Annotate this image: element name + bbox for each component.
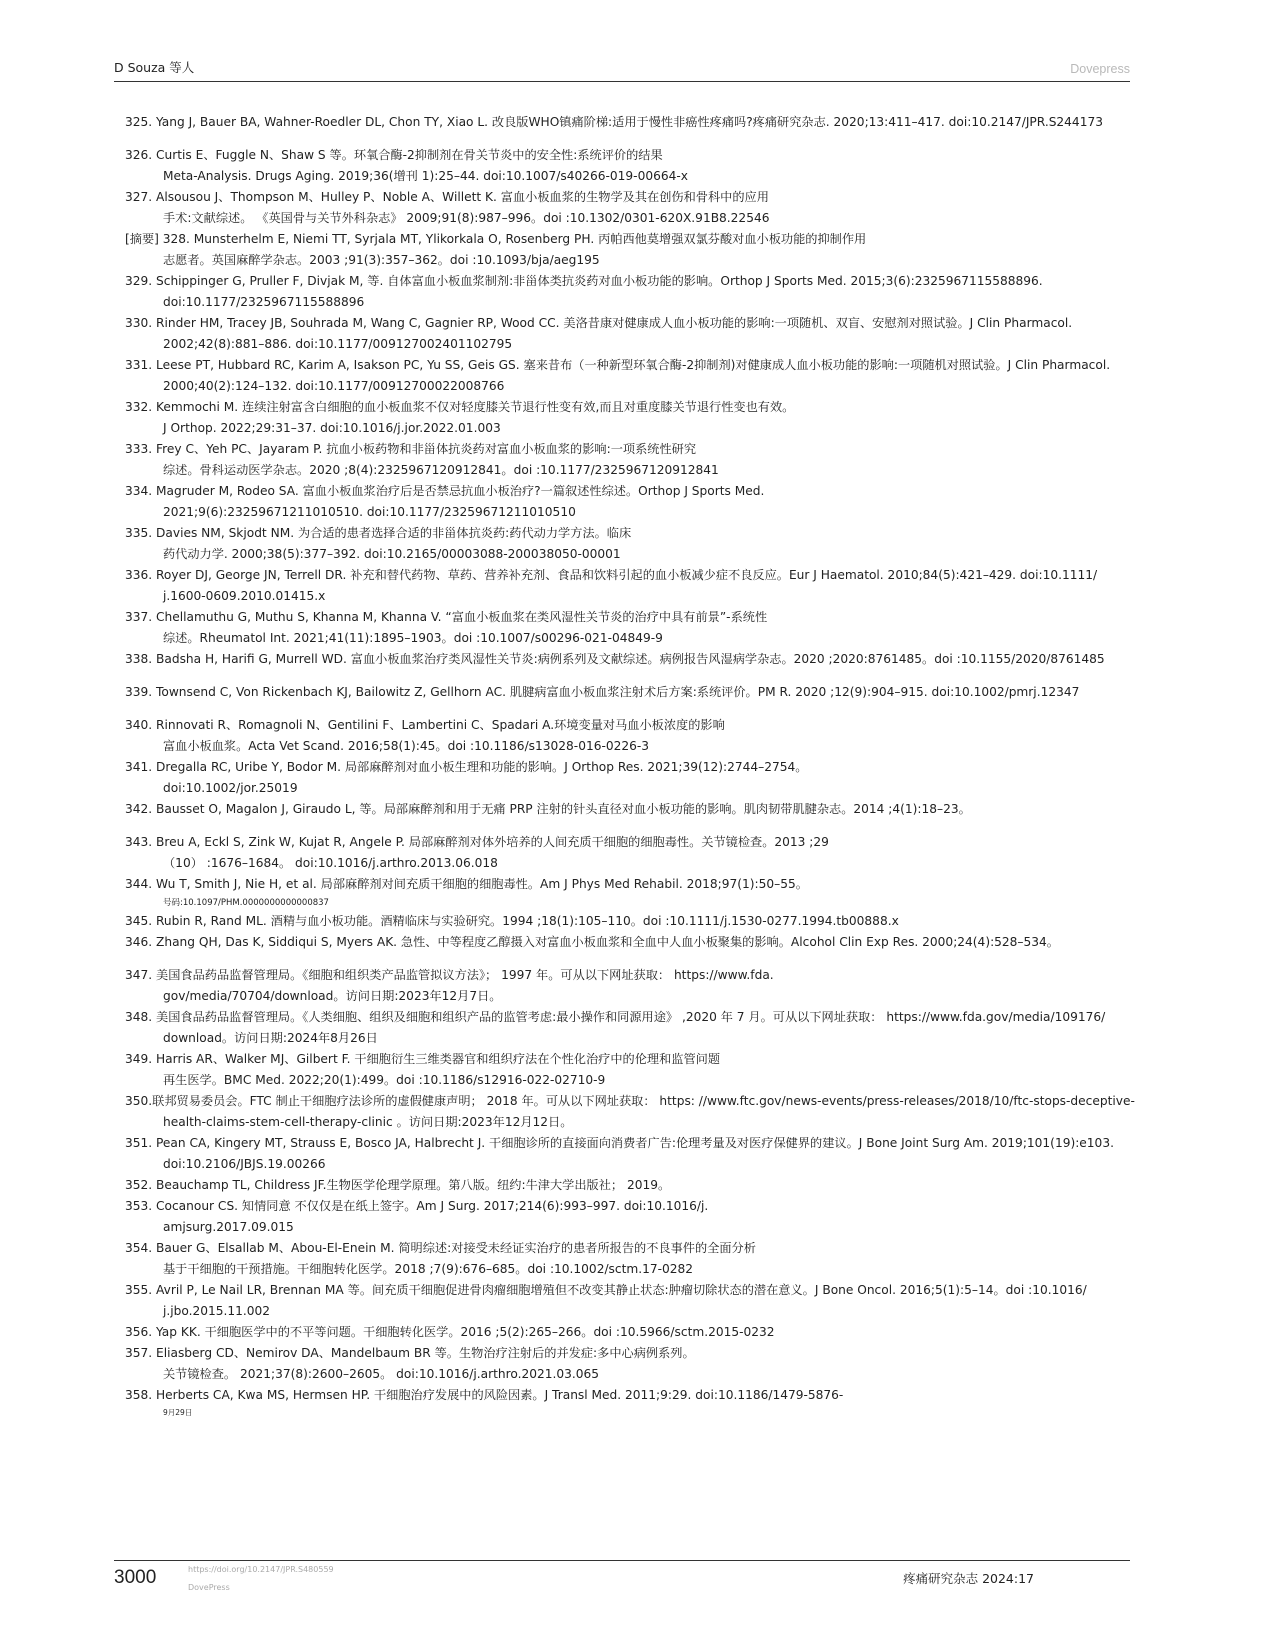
reference-continuation: doi:10.1177/2325967115588896: [163, 295, 365, 309]
reference-continuation: 富血小板血浆。Acta Vet Scand. 2016;58(1):45。doi :10.1186/s13028-016-0226-3: [163, 739, 650, 753]
reference-item: [125, 1280, 1135, 1322]
reference-item: [125, 874, 1135, 911]
reference-continuation: J Orthop. 2022;29:31–37. doi:10.1016/j.jor.2022.01.003: [163, 421, 501, 435]
page-number: 3000: [114, 1567, 157, 1588]
reference-gap: [125, 820, 1135, 832]
reference-continuation: amjsurg.2017.09.015: [163, 1220, 294, 1234]
reference-item: [125, 1385, 1135, 1420]
reference-text: 335. Davies NM, Skjodt NM. 为合适的患者选择合适的非甾体抗炎药:药代动力学方法。临床: [125, 526, 632, 540]
reference-item: [125, 1175, 1135, 1196]
reference-gap: [125, 703, 1135, 715]
reference-item: [125, 439, 1135, 481]
reference-item: [125, 355, 1135, 397]
reference-item: [125, 1049, 1135, 1091]
reference-item: [125, 682, 1135, 703]
reference-item: [125, 932, 1135, 953]
reference-text: 353. Cocanour CS. 知情同意 不仅仅是在纸上签字。Am J Surg. 2017;214(6):993–997. doi:10.1016/j.: [125, 1199, 709, 1213]
reference-text: 342. Bausset O, Magalon J, Giraudo L, 等。局部麻醉剂和用于无痛 PRP 注射的针头直径对血小板功能的影响。肌肉韧带肌腱杂志。2014 ;4(1):18–23。: [125, 802, 971, 816]
reference-item: [125, 649, 1135, 670]
reference-text: 330. Rinder HM, Tracey JB, Souhrada M, Wang C, Gagnier RP, Wood CC. 美洛昔康对健康成人血小板功能的影响:一项随机、双盲、安慰剂对照试验。J Clin Pharmacol.: [125, 316, 1073, 330]
reference-text: 357. Eliasberg CD、Nemirov DA、Mandelbaum BR 等。生物治疗注射后的并发症:多中心病例系列。: [125, 1346, 695, 1360]
reference-list: [125, 112, 1135, 1420]
reference-item: [125, 271, 1135, 313]
reference-continuation: 2021;9(6):23259671211010510. doi:10.1177/23259671211010510: [163, 505, 576, 519]
reference-item: [125, 832, 1135, 874]
reference-item: [125, 715, 1135, 757]
reference-item: [125, 911, 1135, 932]
reference-text: 344. Wu T, Smith J, Nie H, et al. 局部麻醉剂对间充质干细胞的细胞毒性。Am J Phys Med Rehabil. 2018;97(1):50–55。: [125, 877, 808, 891]
footer-doi[interactable]: https://doi.org/10.2147/JPR.S480559: [188, 1565, 334, 1574]
reference-item: [125, 1007, 1135, 1049]
reference-continuation: 2000;40(2):124–132. doi:10.1177/00912700022008766: [163, 379, 505, 393]
reference-continuation: 基于干细胞的干预措施。干细胞转化医学。2018 ;7(9):676–685。doi :10.1002/sctm.17-0282: [163, 1262, 694, 1276]
reference-gap: [125, 133, 1135, 145]
reference-item: [125, 481, 1135, 523]
reference-text: 325. Yang J, Bauer BA, Wahner-Roedler DL, Chon TY, Xiao L. 改良版WHO镇痛阶梯:适用于慢性非癌性疼痛吗?疼痛研究杂志. 2020;13:411–417. doi:10.2147/JPR.S244173: [125, 115, 1103, 129]
reference-text: 340. Rinnovati R、Romagnoli N、Gentilini F、Lambertini C、Spadari A.环境变量对马血小板浓度的影响: [125, 718, 725, 732]
reference-text: 332. Kemmochi M. 连续注射富含白细胞的血小板血浆不仅对轻度膝关节退行性变有效,而且对重度膝关节退行性变也有效。: [125, 400, 795, 414]
reference-continuation: gov/media/70704/download。访问日期:2023年12月7日。: [163, 989, 502, 1003]
reference-text: 356. Yap KK. 干细胞医学中的不平等问题。干细胞转化医学。2016 ;5(2):265–266。doi :10.5966/sctm.2015-0232: [125, 1325, 775, 1339]
reference-item: [125, 187, 1135, 229]
reference-text: 327. Alsousou J、Thompson M、Hulley P、Noble A、Willett K. 富血小板血浆的生物学及其在创伤和骨科中的应用: [125, 190, 769, 204]
reference-text: 350.联邦贸易委员会。FTC 制止干细胞疗法诊所的虚假健康声明； 2018 年。可从以下网址获取： https: //www.ftc.gov/news-events/press-releases/2018/10/ftc-stops-deceptive-: [125, 1094, 1135, 1108]
reference-text: 348. 美国食品药品监督管理局。《人类细胞、组织及细胞和组织产品的监管考虑:最小操作和同源用途》 ,2020 年 7 月。可从以下网址获取： https://www.fda.gov/media/109176/: [125, 1010, 1106, 1024]
reference-item: [125, 757, 1135, 799]
reference-item: [125, 145, 1135, 187]
reference-continuation: j.1600-0609.2010.01415.x: [163, 589, 326, 603]
reference-item: [125, 965, 1135, 1007]
reference-item: [125, 1196, 1135, 1238]
reference-item: [125, 607, 1135, 649]
reference-text: 341. Dregalla RC, Uribe Y, Bodor M. 局部麻醉剂对血小板生理和功能的影响。J Orthop Res. 2021;39(12):2744–2754。: [125, 760, 808, 774]
reference-continuation: download。访问日期:2024年8月26日: [163, 1031, 378, 1045]
reference-item: [125, 1322, 1135, 1343]
reference-continuation: 综述。Rheumatol Int. 2021;41(11):1895–1903。doi :10.1007/s00296-021-04849-9: [163, 631, 663, 645]
page-footer: [114, 1560, 1130, 1592]
reference-text: 347. 美国食品药品监督管理局。《细胞和组织类产品监管拟议方法》； 1997 年。可从以下网址获取： https://www.fda.: [125, 968, 774, 982]
reference-text: 343. Breu A, Eckl S, Zink W, Kujat R, Angele P. 局部麻醉剂对体外培养的人间充质干细胞的细胞毒性。关节镜检查。2013 ;29: [125, 835, 829, 849]
reference-item: [125, 565, 1135, 607]
reference-item: [125, 523, 1135, 565]
reference-text: [摘要] 328. Munsterhelm E, Niemi TT, Syrjala MT, Ylikorkala O, Rosenberg PH. 丙帕西他莫增强双氯芬酸对血小板功能的抑制作用: [125, 232, 867, 246]
reference-text: 331. Leese PT, Hubbard RC, Karim A, Isakson PC, Yu SS, Geis GS. 塞来昔布（一种新型环氧合酶-2抑制剂)对健康成人血小板功能的影响:一项随机对照试验。J Clin Pharmacol.: [125, 358, 1111, 372]
reference-text: 326. Curtis E、Fuggle N、Shaw S 等。环氧合酶-2抑制剂在骨关节炎中的安全性:系统评价的结果: [125, 148, 663, 162]
reference-continuation: 手术:文献综述。 《英国骨与关节外科杂志》 2009;91(8):987–996。doi :10.1302/0301-620X.91B8.22546: [163, 211, 770, 225]
reference-gap: [125, 670, 1135, 682]
reference-text: 349. Harris AR、Walker MJ、Gilbert F. 干细胞衍生三维类器官和组织疗法在个性化治疗中的伦理和监管问题: [125, 1052, 721, 1066]
reference-continuation: doi:10.2106/JBJS.19.00266: [163, 1157, 326, 1171]
reference-text: 358. Herberts CA, Kwa MS, Hermsen HP. 干细胞治疗发展中的风险因素。J Transl Med. 2011;9:29. doi:10.1186/1479-5876-: [125, 1388, 844, 1402]
reference-item: [125, 313, 1135, 355]
reference-text: 352. Beauchamp TL, Childress JF.生物医学伦理学原理。第八版。纽约:牛津大学出版社； 2019。: [125, 1178, 671, 1192]
reference-gap: [125, 953, 1135, 965]
reference-item: [125, 799, 1135, 820]
reference-item: [125, 229, 1135, 271]
page-header: [114, 56, 1130, 82]
reference-text: 345. Rubin R, Rand ML. 酒精与血小板功能。酒精临床与实验研究。1994 ;18(1):105–110。doi :10.1111/j.1530-0277.1994.tb00888.x: [125, 914, 899, 928]
reference-continuation: 9月29日: [163, 1408, 193, 1417]
reference-continuation: 药代动力学. 2000;38(5):377–392. doi:10.2165/00003088-200038050-00001: [163, 547, 621, 561]
reference-continuation: （10） :1676–1684。 doi:10.1016/j.arthro.2013.06.018: [163, 856, 498, 870]
reference-item: [125, 1091, 1135, 1133]
reference-continuation: j.jbo.2015.11.002: [163, 1304, 271, 1318]
reference-text: 339. Townsend C, Von Rickenbach KJ, Bailowitz Z, Gellhorn AC. 肌腱病富血小板血浆注射术后方案:系统评价。PM R. 2020 ;12(9):904–915. doi:10.1002/pmrj.12347: [125, 685, 1080, 699]
running-head-authors: D Souza 等人: [114, 60, 195, 75]
reference-text: 337. Chellamuthu G, Muthu S, Khanna M, Khanna V. “富血小板血浆在类风湿性关节炎的治疗中具有前景”-系统性: [125, 610, 768, 624]
reference-item: [125, 1343, 1135, 1385]
reference-text: 336. Royer DJ, George JN, Terrell DR. 补充和替代药物、草药、营养补充剂、食品和饮料引起的血小板减少症不良反应。Eur J Haematol. 2010;84(5):421–429. doi:10.1111/: [125, 568, 1098, 582]
reference-continuation: 志愿者。英国麻醉学杂志。2003 ;91(3):357–362。doi :10.1093/bja/aeg195: [163, 253, 600, 267]
reference-text: 329. Schippinger G, Pruller F, Divjak M, 等. 自体富血小板血浆制剂:非甾体类抗炎药对血小板功能的影响。Orthop J Sports Med. 2015;3(6):2325967115588896.: [125, 274, 1043, 288]
footer-publisher: DovePress: [188, 1583, 230, 1592]
reference-continuation: health-claims-stem-cell-therapy-clinic 。访问日期:2023年12月12日。: [163, 1115, 573, 1129]
running-head-publisher: Dovepress: [1070, 62, 1130, 76]
reference-continuation: doi:10.1002/jor.25019: [163, 781, 298, 795]
reference-continuation: 再生医学。BMC Med. 2022;20(1):499。doi :10.1186/s12916-022-02710-9: [163, 1073, 606, 1087]
reference-item: [125, 1238, 1135, 1280]
reference-item: [125, 112, 1135, 133]
reference-continuation: 2002;42(8):881–886. doi:10.1177/009127002401102795: [163, 337, 513, 351]
reference-continuation: 关节镜检查。 2021;37(8):2600–2605。 doi:10.1016/j.arthro.2021.03.065: [163, 1367, 600, 1381]
footer-journal: 疼痛研究杂志 2024:17: [903, 1571, 1034, 1586]
reference-text: 346. Zhang QH, Das K, Siddiqui S, Myers AK. 急性、中等程度乙醇摄入对富血小板血浆和全血中人血小板聚集的影响。Alcohol Clin Exp Res. 2000;24(4):528–534。: [125, 935, 1059, 949]
reference-text: 333. Frey C、Yeh PC、Jayaram P. 抗血小板药物和非甾体抗炎药对富血小板血浆的影响:一项系统性研究: [125, 442, 697, 456]
reference-continuation: 综述。骨科运动医学杂志。2020 ;8(4):2325967120912841。doi :10.1177/2325967120912841: [163, 463, 719, 477]
reference-item: [125, 397, 1135, 439]
reference-text: 338. Badsha H, Harifi G, Murrell WD. 富血小板血浆治疗类风湿性关节炎:病例系列及文献综述。病例报告风湿病学杂志。2020 ;2020:8761485。doi :10.1155/2020/8761485: [125, 652, 1105, 666]
reference-item: [125, 1133, 1135, 1175]
reference-continuation: 号码:10.1097/PHM.0000000000000837: [163, 898, 329, 908]
reference-text: 354. Bauer G、Elsallab M、Abou-El-Enein M. 简明综述:对接受未经证实治疗的患者所报告的不良事件的全面分析: [125, 1241, 756, 1255]
reference-text: 334. Magruder M, Rodeo SA. 富血小板血浆治疗后是否禁忌抗血小板治疗?一篇叙述性综述。Orthop J Sports Med.: [125, 484, 765, 498]
reference-text: 351. Pean CA, Kingery MT, Strauss E, Bosco JA, Halbrecht J. 干细胞诊所的直接面向消费者广告:伦理考量及对医疗保健界的建议。J Bone Joint Surg Am. 2019;101(19):e103.: [125, 1136, 1114, 1150]
reference-continuation: Meta-Analysis. Drugs Aging. 2019;36(增刊 1):25–44. doi:10.1007/s40266-019-00664-x: [163, 169, 688, 183]
reference-text: 355. Avril P, Le Nail LR, Brennan MA 等。间充质干细胞促进骨肉瘤细胞增殖但不改变其静止状态:肿瘤切除状态的潜在意义。J Bone Oncol. 2016;5(1):5–14。doi :10.1016/: [125, 1283, 1087, 1297]
